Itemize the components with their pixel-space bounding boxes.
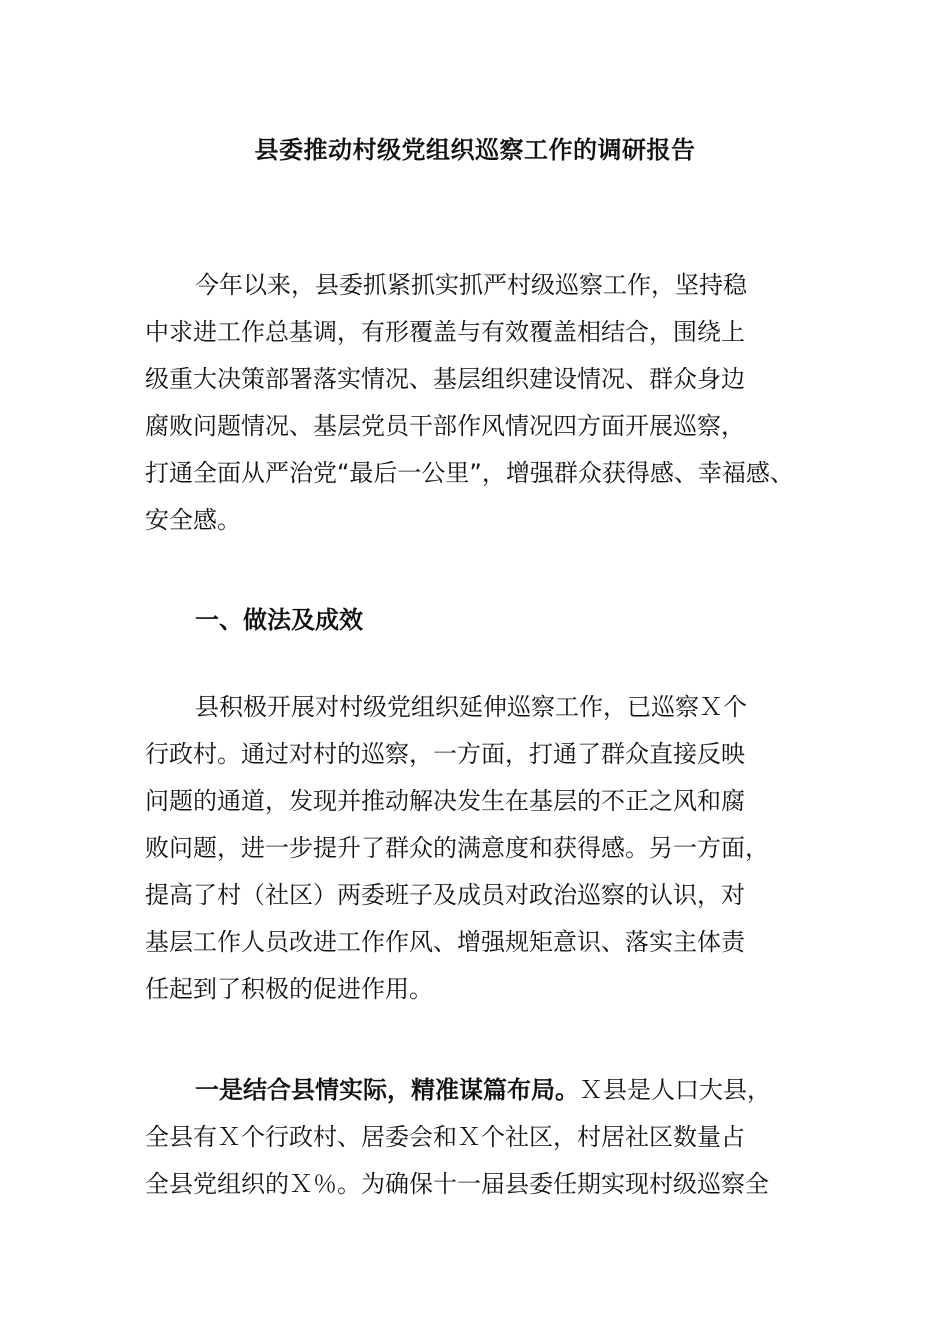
- intro-line-5: 打通全面从严治党“最后一公里”，增强群众获得感、幸福感、: [145, 459, 794, 487]
- section1-line-6: 基层工作人员改进工作作风、增强规矩意识、落实主体责: [145, 928, 745, 956]
- intro-line-2: 中求进工作总基调，有形覆盖与有效覆盖相结合，围绕上: [145, 318, 745, 346]
- point1-paragraph: [145, 1067, 805, 1208]
- point1-line-3: 全县党组织的Ｘ％。为确保十一届县委任期实现村级巡察全: [145, 1170, 769, 1198]
- intro-line-3: 级重大决策部署落实情况、基层组织建设情况、群众身边: [145, 365, 745, 393]
- section-heading: 一、做法及成效: [195, 606, 363, 634]
- section1-line-7: 任起到了积极的促进作用。: [145, 975, 433, 1003]
- point1-lead-rest: Ｘ县是人口大县，: [579, 1076, 771, 1104]
- point1-lead: 一是结合县情实际，精准谋篇布局。: [195, 1076, 579, 1104]
- section1-line-5: 提高了村（社区）两委班子及成员对政治巡察的认识，对: [145, 881, 745, 909]
- point1-line-1: [145, 1067, 805, 1114]
- intro-line-4: 腐败问题情况、基层党员干部作风情况四方面开展巡察，: [145, 412, 745, 440]
- section1-line-2: 行政村。通过对村的巡察，一方面，打通了群众直接反映: [145, 740, 745, 768]
- section1-paragraph: [145, 684, 805, 1013]
- intro-paragraph: [145, 262, 805, 544]
- intro-line-1: 今年以来，县委抓紧抓实抓严村级巡察工作，坚持稳: [195, 271, 747, 299]
- intro-line-6: 安全感。: [145, 506, 241, 534]
- point1-line-2: 全县有Ｘ个行政村、居委会和Ｘ个社区，村居社区数量占: [145, 1123, 745, 1151]
- section1-line-1: 县积极开展对村级党组织延伸巡察工作，已巡察Ｘ个: [195, 693, 747, 721]
- section1-line-4: 败问题，进一步提升了群众的满意度和获得感。另一方面，: [145, 834, 769, 862]
- document-title: 县委推动村级党组织巡察工作的调研报告: [254, 136, 696, 164]
- section1-line-3: 问题的通道，发现并推动解决发生在基层的不正之风和腐: [145, 787, 745, 815]
